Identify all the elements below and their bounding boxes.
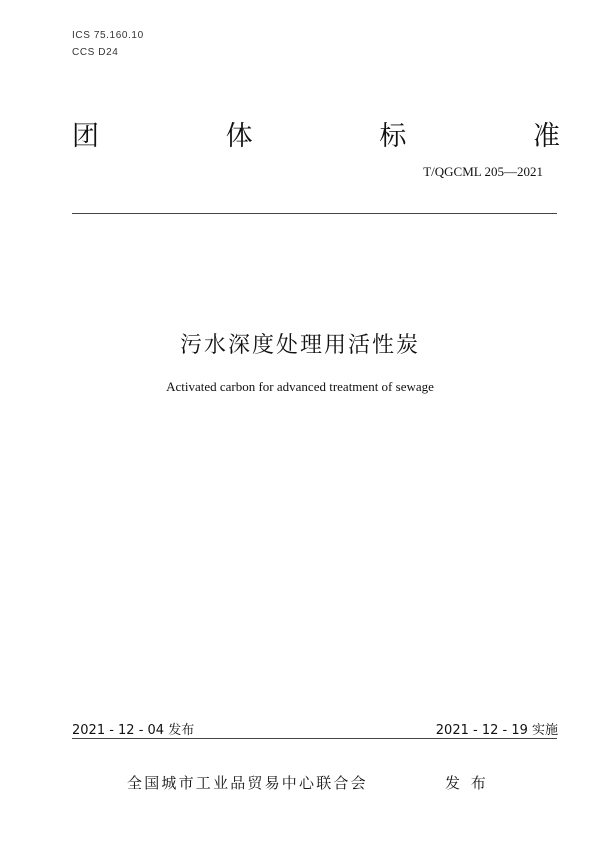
issue-date: 2021 - 12 - 04 发布 [72, 723, 195, 738]
standard-type-char: 标 [379, 121, 407, 152]
publisher-name: 全国城市工业品贸易中心联合会 [127, 774, 368, 792]
title-chinese: 污水深度处理用活性炭 [179, 333, 420, 358]
header-divider [72, 213, 557, 214]
standard-type-char: 团 [72, 121, 99, 152]
standard-type-heading [72, 114, 560, 153]
title-english: Activated carbon for advanced treatment of sewage [166, 379, 434, 394]
standard-type-char: 准 [532, 121, 560, 152]
publish-label: 发 布 [445, 774, 489, 792]
standard-number: T/QGCML 205—2021 [423, 164, 543, 179]
ccs-code: CCS D24 [72, 47, 119, 58]
ics-code: ICS 75.160.10 [72, 30, 144, 41]
implementation-date: 2021 - 12 - 19 实施 [435, 723, 558, 738]
standard-type-char: 体 [225, 121, 253, 152]
footer-divider [72, 738, 557, 739]
